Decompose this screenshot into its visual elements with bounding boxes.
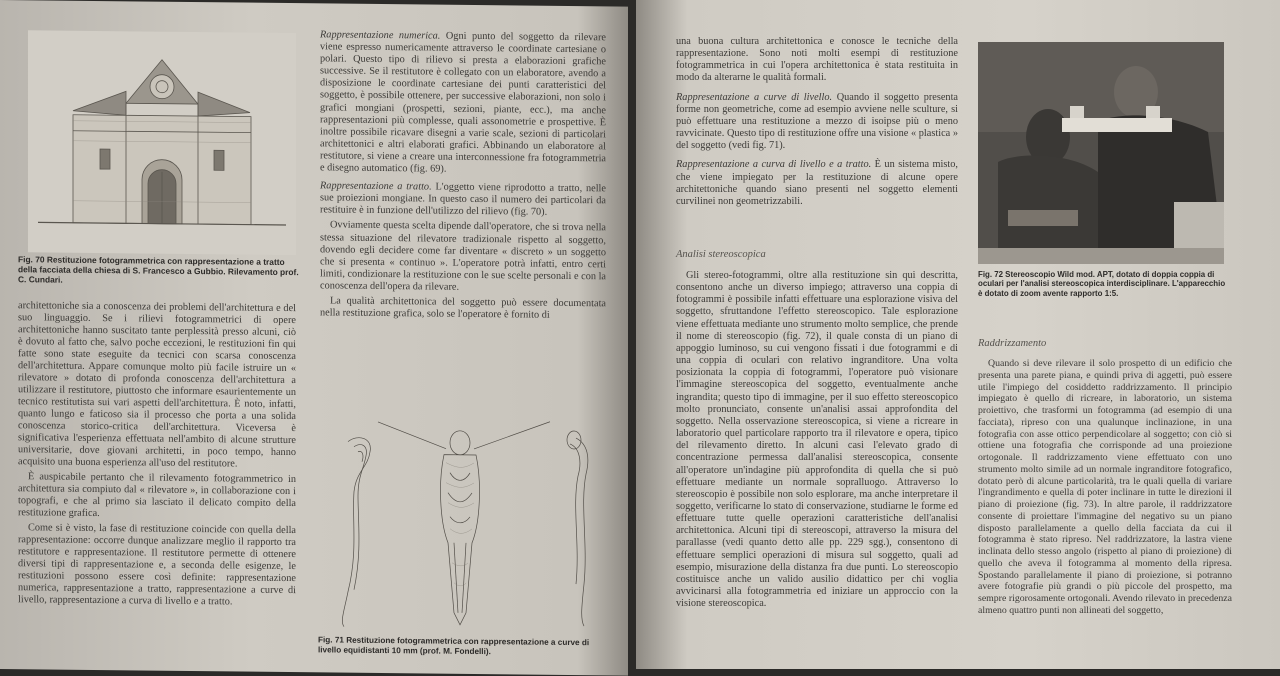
fig72-caption: Fig. 72 Stereoscopio Wild mod. APT, dotato di doppia coppia di oculari per l'analisi stereoscopica interdisciplinare. L'apparecchio è dotato di zoom avente rapporto 1:5. [978,270,1226,298]
section-heading-analisi-stereoscopica: Analisi stereoscopica [676,249,766,260]
paragraph: Gli stereo-fotogrammi, oltre alla restituzione sin qui descritta, consentono anche un diverso impiego; attraverso una coppia di fotogrammi è possibile infatti effettuare una esplorazione visiva del soggetto, sfruttandone l'effetto stereoscopico. Tale esplorazione viene effettuata mediante uno strumento molto semplice, che prende il nome di stereoscopio (fig. 72), il quale consta di un piano di appoggio luminoso, su cui vengono fissati i due fotogrammi e di una coppia di oculari con relativo ingranditore. Una volta posizionata la coppia di fotogrammi, l'operatore può visionare l'immagine stereoscopica del soggetto, eventualmente anche ingrandita; questo tipo di immagine, per il suo effetto stereoscopico molto pronunciato, consente un'analisi assai approfondita del soggetto. Nella osservazione stereoscopica, si viene a ricreare in laboratorio quel particolare rapporto tra il rilevatore e opera, tipico del rilevamento diretto. In alcuni casi l'elevato grado di concentrazione permessa dall'analisi stereoscopica, consente all'operatore un'indagine più approfondita di quella che si può effettuare mediante un normale sopralluogo. Attraverso lo stereoscopio è possibile non solo esplorare, ma anche interpretare il soggetto, verificarne lo stato di conservazione, studiarne le forme ed effettuare tutte quelle operazioni caratteristiche dell'analisi architettonica. Alcuni tipi di stereoscopi, attraverso la misura del parallasse (vedi quanto detto alle pp. 229 sgg.), consentono di effettuare semplici operazioni di misura sul soggetto, quali ad esempio, misurazione della distanza fra due punti. Lo stereoscopio costituisce anche un valido ausilio didattico per chi voglia avvicinarsi alla fotogrammetria ed iniziare un approccio con la visione stereoscopica. [676,270,958,610]
right-page-column-1 [676,36,958,211]
heading-curva-di-livello-e-a-tratto: Rappresentazione a curva di livello e a tratto. [676,159,872,171]
left-page-column-2 [320,29,606,325]
left-page [0,0,628,676]
right-page-column-2 [978,358,1232,620]
paragraph: Ovviamente questa scelta dipende dall'operatore, che si trova nella stessa situazione del rilevatore tradizionale rispetto al soggetto, dovendo egli decidere come far diventare « discreto » un soggetto che si presenta « continuo ». L'operatore potrà infatti, entro certi limiti, condizionare la restituzione con le sue scelte personali e con la conoscenza dell'opera da rilevare. [320,219,606,293]
crucifix-contour-drawing [318,411,610,636]
stereoscope-photo [978,42,1224,264]
left-page-column-1 [18,300,296,612]
paragraph: Quando si deve rilevare il solo prospetto di un edificio che presenta una parete piana, e quindi priva di aggetti, può essere utile l'impiego del cosiddetto raddrizzamento. Il principio impiegato è quello di ricreare, in laboratorio, un sistema proiettivo, che trasformi un fotogramma (ad esempio di una facciata), ripreso con una qualunque inclinazione, in una fotografia con asse ottico perpendicolare al soggetto; con ciò si ottiene una fotografia che corrisponde ad una proiezione ortogonale. Il raddrizzamento viene effettuato con uno strumento molto simile ad un normale ingranditore fotografico, dotato però di alcune particolarità, tra le quali quella di variare l'ingrandimento e quella di poter inclinare in tutte le direzioni il piano di proiezione (fig. 73). In altre parole, il raddrizzatore consente di proiettare l'immagine del negativo su un piano disposto parallelamente a quello della facciata da cui il fotogramma è stato ripreso. Nel raddrizzatore, la lastra viene inclinata dello stesso angolo (rispetto al piano di proiezione) di quello che aveva il fotogramma al momento della ripresa. Spostando parallelamente il piano di proiezione, si potranno avere fotografie più grandi o più piccole del prospetto, ma sempre rigorosamente ortogonali. Avendo rilevato in precedenza almeno quattro punti non allineati del soggetto, [978,358,1232,616]
paragraph: La qualità architettonica del soggetto può essere documentata nella restituzione grafica, solo se l'operatore è fornito di [320,295,606,321]
heading-rappresentazione-numerica: Rappresentazione numerica. [320,29,441,42]
church-facade-drawing [28,30,296,255]
paragraph: È auspicabile pertanto che il rilevamento fotogrammetrico in architettura sia compiuto dal « rilevatore », in collaborazione con i topografi, e che al primo sia lasciato il delicato compito della restituzione grafica. [18,471,296,520]
paragraph: architettoniche sia a conoscenza dei problemi dell'architettura e del suo linguaggio. Se i rilievi fotogrammetrici di opere architettoniche hanno suscitato tante perplessità presso alcuni, ciò è dovuto al fatto che, salvo poche eccezioni, le restituzioni fin qui fatte sono state eseguite da tecnici con scarsa conoscenza dell'architettura. Appare comunque molto più facile istruire un « rilevatore » dotato di profonda conoscenza dell'architettura a utilizzare il restitutore, piuttosto che informare esaurientemente un tecnico restitutista sui vari aspetti dell'architettura. È noto, infatti, quanto lungo e faticoso sia il processo che porta a una solida conoscenza storico-critica dell'architettura. Viceversa è significativa l'esperienza effettuata nell'ambito di alcune strutture universitarie, dove giovani architetti, in poco tempo, hanno acquisito una buona esperienza all'uso del restitutore. [18,300,296,470]
heading-curve-di-livello: Rappresentazione a curve di livello. [676,91,833,103]
paragraph: una buona cultura architettonica e conosce le tecniche della rappresentazione. Sono noti molti esempi di restituzione fotogrammetrica in cui l'opera architettonica è stata restituita in modo da alterarne le qualità formali. [676,36,958,84]
section-heading-raddrizzamento: Raddrizzamento [978,338,1047,349]
paragraph: Quando il soggetto presenta forme non geometriche, come ad esempio avviene nelle sculture, si può effettuare una restituzione a mezzo di isoipse più o meno ravvicinate. Questo tipo di restituzione offre una visione « plastica » del soggetto (vedi fig. 71). [676,91,958,152]
fig70-caption: Fig. 70 Restituzione fotogrammetrica con rappresentazione a tratto della facciata della chiesa di S. Francesco a Gubbio. Rilevamento prof. C. Cundari. [18,254,299,285]
paragraph: È un sistema misto, che viene impiegato per la restituzione di alcune opere architettoniche quando siano presenti nel soggetto elementi curvilinei non geometrizzabili. [676,159,959,207]
heading-rappresentazione-a-tratto: Rappresentazione a tratto. [320,180,432,193]
right-page-column-1-lower [676,270,958,613]
fig71-caption: Fig. 71 Restituzione fotogrammetrica con rappresentazione a curve di livello equidistanti 10 mm (prof. M. Fondelli). [318,635,590,657]
paragraph: L'oggetto viene riprodotto a tratto, nelle sue proiezioni mongiane. In questo caso il numero dei particolari da restituire è in funzione dell'utilizzo del rilievo (fig. 70). [320,181,606,219]
paragraph: Ogni punto del soggetto da rilevare viene espresso numericamente attraverso le coordinate cartesiane o polari. Questo tipo di rilievo si presta a elaborazioni grafiche successive. Se il restitutore è collegato con un elaboratore, avendo a disposizione le coordinate cartesiane dei punti caratteristici del soggetto, è possibile ottenere, per successive elaborazioni, non solo i grafici mongiani (prospetti, sezioni, piante, ecc.), ma anche rappresentazioni più complesse, quali assonometrie e prospettive. È inoltre possibile ricavare disegni a varie scale, sezioni di particolari architettonici e altri elaborati grafici. Abbinando un elaboratore al restitutore, si viene a creare una interconnessione fra fotogrammetria e disegno automatico (fig. 69). [320,30,606,175]
paragraph: Come si è visto, la fase di restituzione coincide con quella della rappresentazione: occorre dunque analizzare meglio il rapporto tra restitutore e rappresentazione. Il restitutore permette di ottenere diversi tipi di rappresentazione e, a seconda delle esigenze, le restituzioni possono essere così definite: rappresentazione numerica, rappresentazione a tratto, rappresentazione a curve di livello, rappresentazione a curva di livello e a tratto. [18,522,296,608]
right-page [636,0,1280,669]
